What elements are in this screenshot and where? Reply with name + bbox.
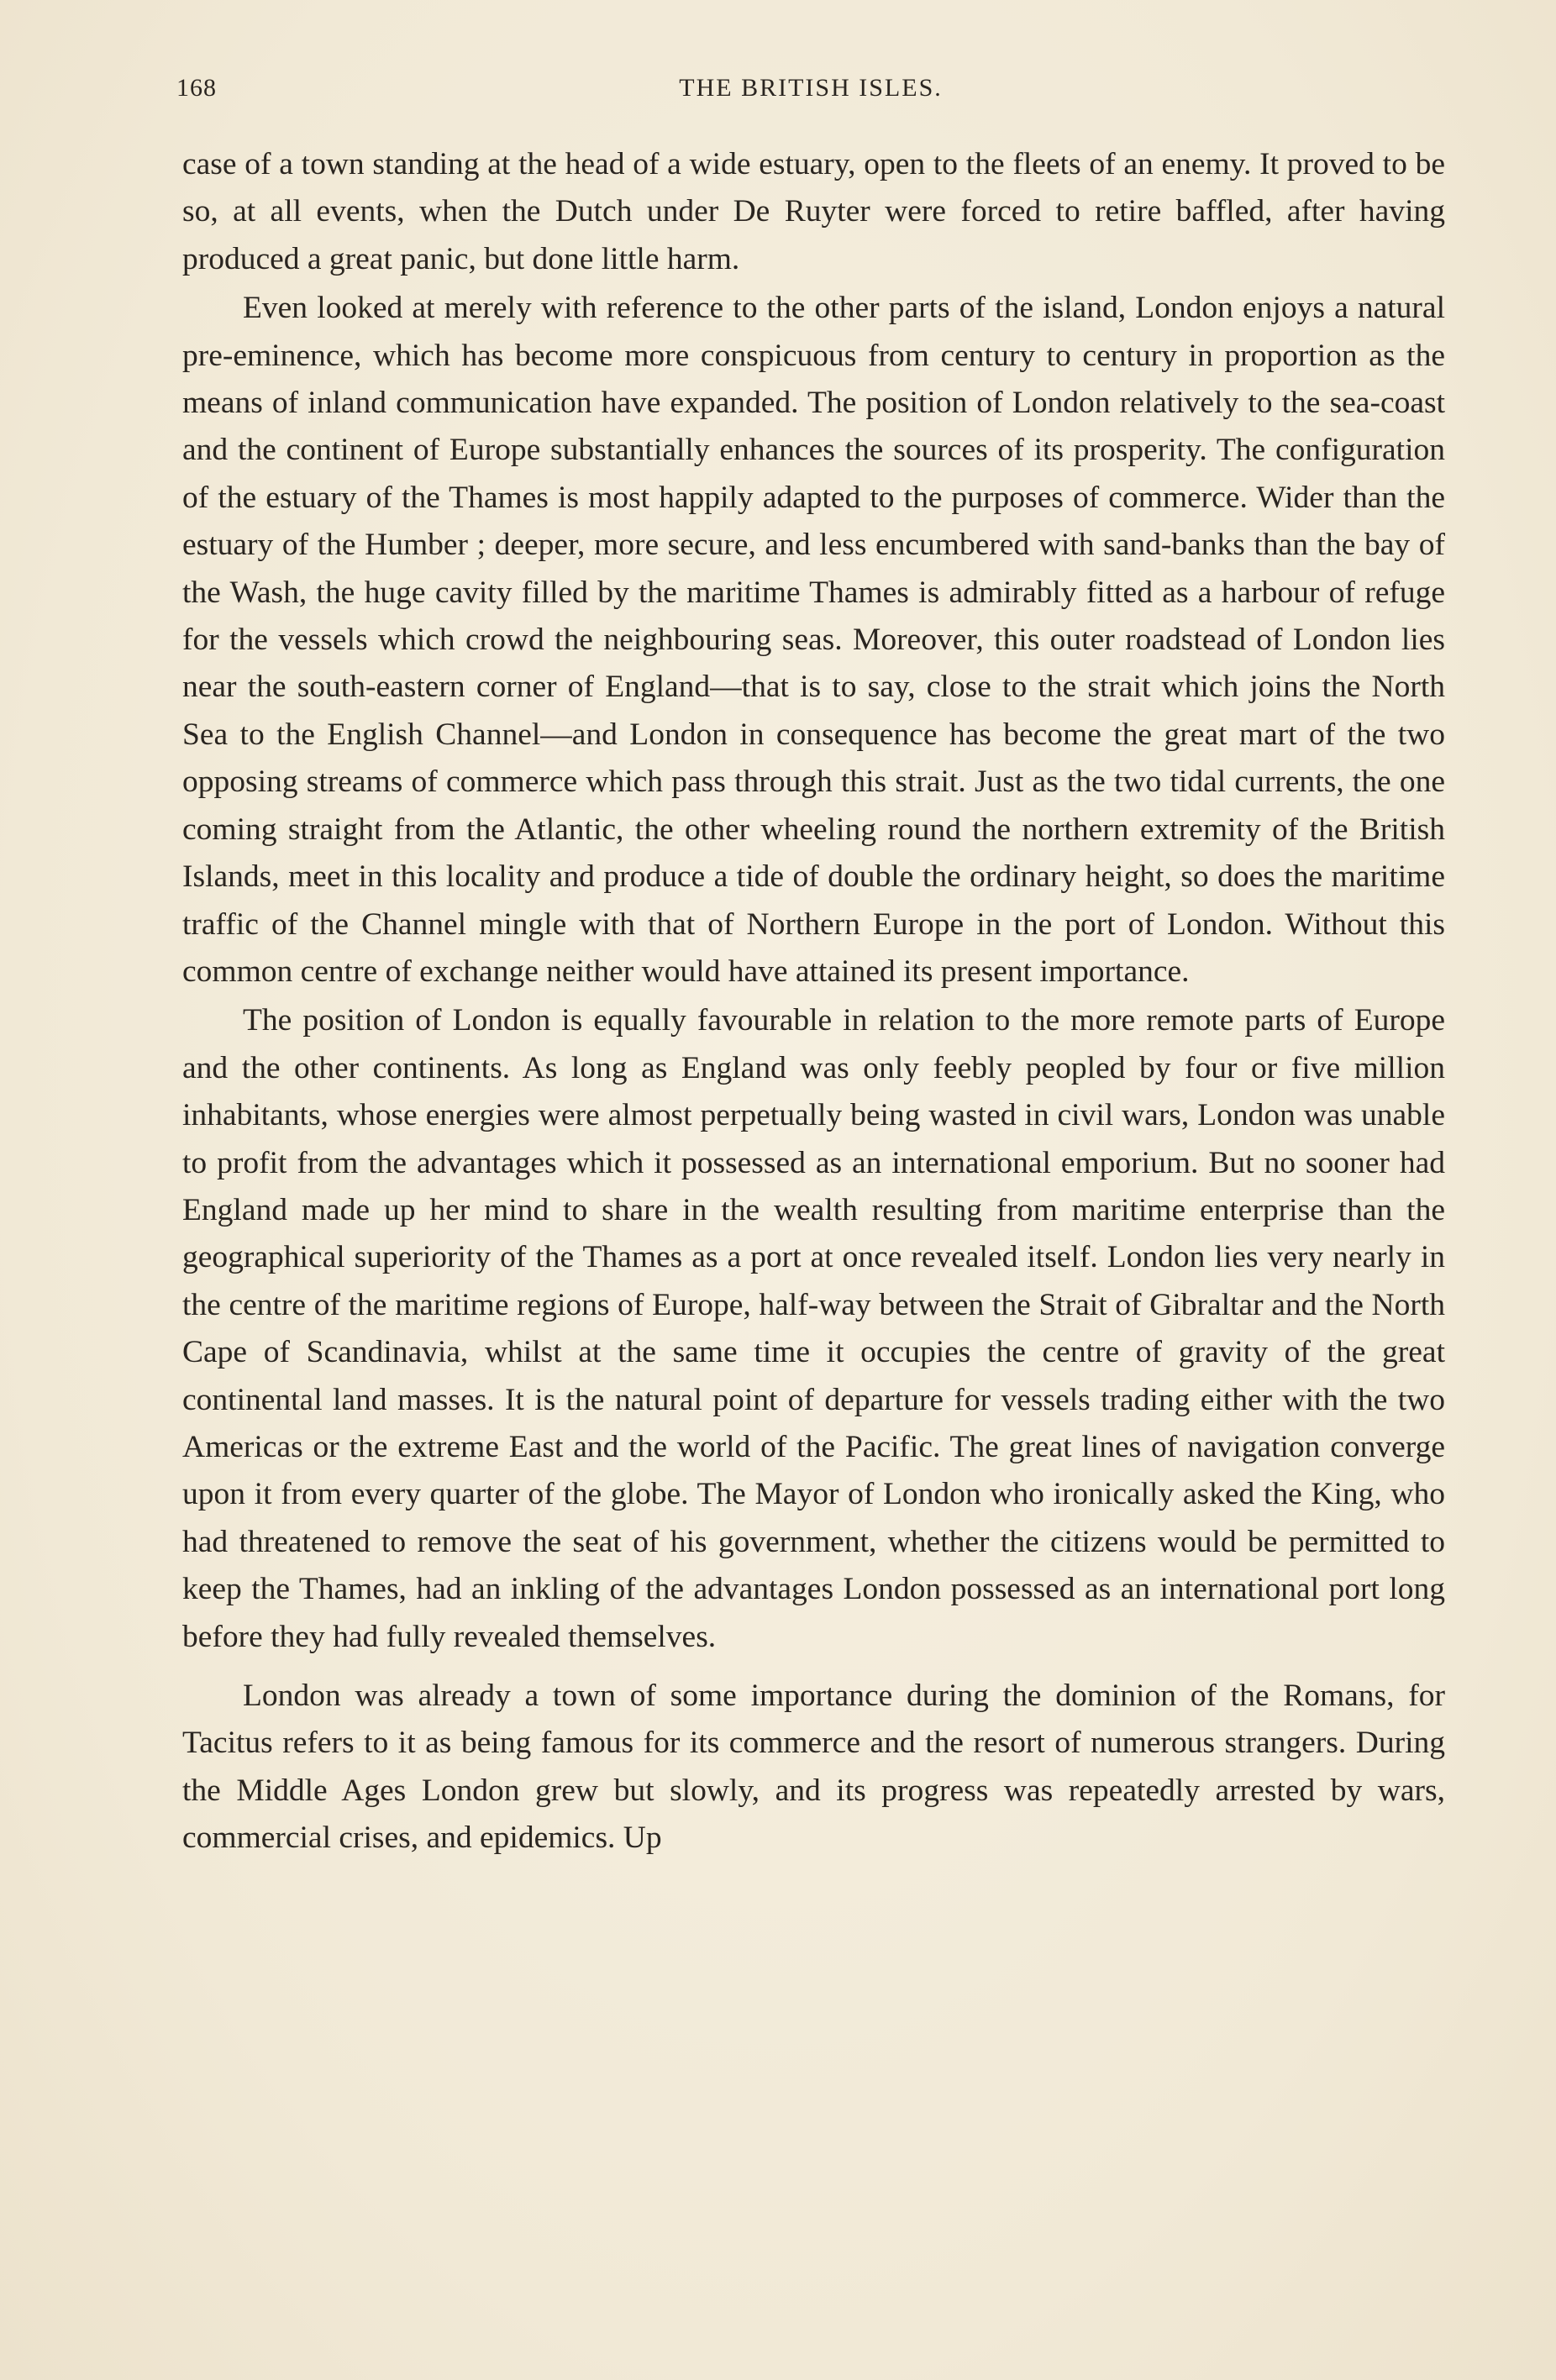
paragraph: London was already a town of some importance during the dominion of the Romans, for Tacitus refers to it as being famous for its commerce and the resort of numerous strangers. During the Middle Ages London grew but slowly, and its progress was repeatedly arrested by wars, commercial crises, and epidemics. Up: [182, 1679, 1445, 1856]
page-number: 168: [176, 74, 217, 102]
paragraph: Even looked at merely with reference to the other parts of the island, London enjoys a natural pre-eminence, which has become more conspicuous from century to century in proportion as the means of inland communication have expanded. The position of London relatively to the sea-coast and the continent of Europe substantially enhances the sources of its prosperity. The configuration of the estuary of the Thames is most happily adapted to the purposes of commerce. Wider than the estuary of the Humber ; deeper, more secure, and less encumbered with sand-banks than the bay of the Wash, the huge cavity filled by the maritime Thames is admirably fitted as a harbour of refuge for the vessels which crowd the neighbouring seas. Moreover, this outer roadstead of London lies near the south-eastern corner of England—that is to say, close to the strait which joins the North Sea to the English Channel—and London in consequence has become the great mart of the two opposing streams of commerce which pass through this strait. Just as the two tidal currents, the one coming straight from the Atlantic, the other wheeling round the northern extremity of the British Islands, meet in this locality and produce a tide of double the ordinary height, so does the maritime traffic of the Channel mingle with that of Northern Europe in the port of London. Without this common centre of exchange neither would have attained its present importance.: [182, 291, 1445, 989]
paragraph: The position of London is equally favourable in relation to the more remote parts of Europe and the other continents. As long as England was only feebly peopled by four or five million inhabitants, whose energies were almost perpetually being wasted in civil wars, London was unable to profit from the advantages which it possessed as an international emporium. But no sooner had England made up her mind to share in the wealth resulting from maritime enterprise than the geographical superiority of the Thames as a port at once revealed itself. London lies very nearly in the centre of the maritime regions of Europe, half-way between the Strait of Gibraltar and the North Cape of Scandinavia, whilst at the same time it occupies the centre of gravity of the great continental land masses. It is the natural point of departure for vessels trading either with the two Americas or the extreme East and the world of the Pacific. The great lines of navigation converge upon it from every quarter of the globe. The Mayor of London who ironically asked the King, who had threatened to remove the seat of his government, whether the citizens would be permitted to keep the Thames, had an inkling of the advantages London possessed as an international port long before they had fully revealed themselves.: [182, 1003, 1445, 1654]
running-title: THE BRITISH ISLES.: [679, 74, 943, 102]
running-head: [176, 74, 1445, 108]
paragraph-continued: case of a town standing at the head of a wide estuary, open to the fleets of an enemy. It proved to be so, at all events, when the Dutch under De Ruyter were forced to retire baffled, after having produced a great panic, but done little harm.: [182, 147, 1445, 276]
body-text: [182, 141, 1445, 1862]
